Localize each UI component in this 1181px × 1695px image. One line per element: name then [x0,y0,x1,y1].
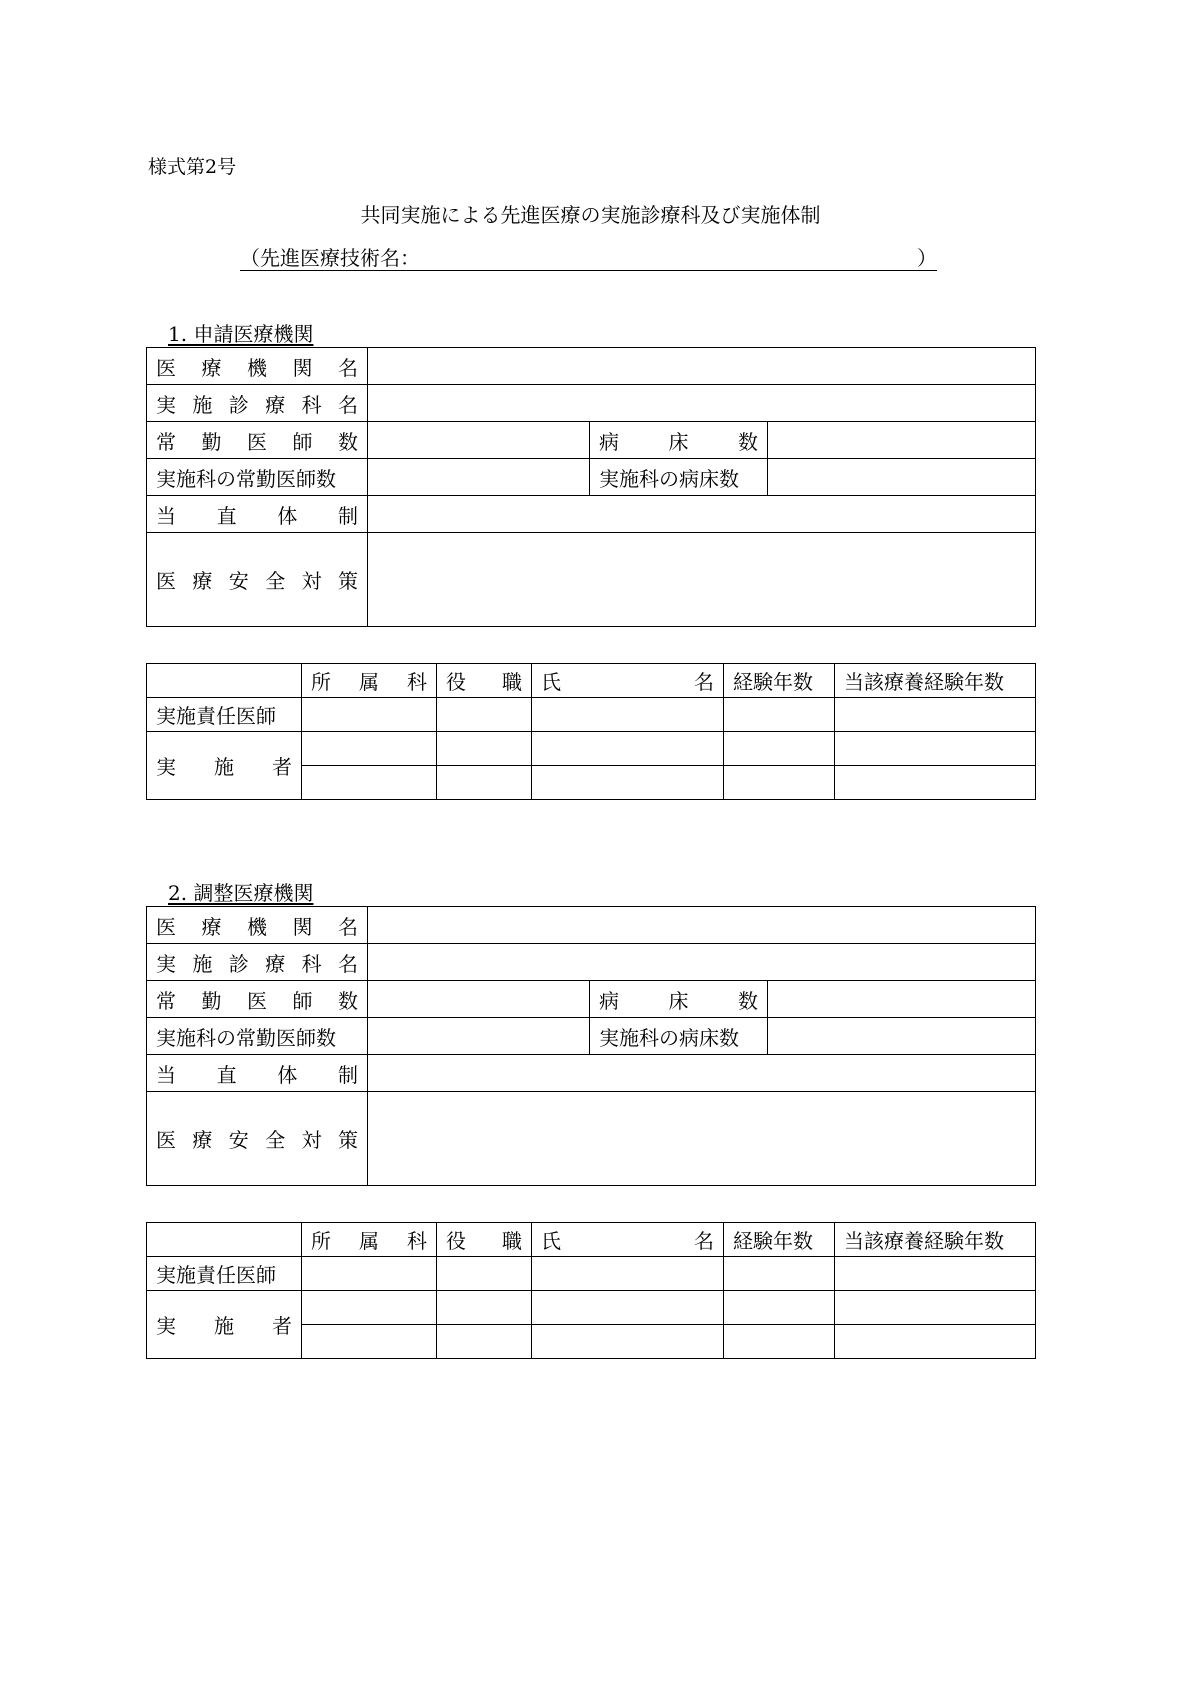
staff-header-surname: 氏 [541,1229,561,1253]
staff-header-surname: 氏 [541,670,561,694]
table-cell[interactable] [302,732,437,766]
safety-measures-input[interactable] [368,533,1036,627]
staff-header-corner [147,1223,302,1257]
table-cell[interactable] [532,1325,724,1359]
staff-header-treatment-experience: 当該療養経験年数 [835,664,1036,698]
beds-input[interactable] [768,422,1036,459]
dept-fulltime-doctors-label: 実施科の常勤医師数 [147,1018,368,1055]
table-cell[interactable] [302,1325,437,1359]
coordinating-institution-table [146,906,1036,1186]
table-cell[interactable] [835,1257,1036,1291]
section-heading-applicant: 1. 申請医療機関 [168,322,314,346]
night-duty-input[interactable] [368,1055,1036,1092]
institution-name-label: 医療機関名 [147,348,368,385]
table-cell[interactable] [532,766,724,800]
dept-fulltime-doctors-input[interactable] [368,459,590,496]
table-cell[interactable] [724,1291,835,1325]
table-cell[interactable] [302,1291,437,1325]
staff-header-experience: 経験年数 [724,1223,835,1257]
table-cell[interactable] [532,732,724,766]
dept-beds-input[interactable] [768,459,1036,496]
document-title: 共同実施による先進医療の実施診療科及び実施体制 [360,203,821,227]
table-cell[interactable] [437,1325,532,1359]
table-cell[interactable] [724,766,835,800]
table-cell[interactable] [437,698,532,732]
table-cell[interactable] [835,1325,1036,1359]
table-cell[interactable] [532,1291,724,1325]
table-cell[interactable] [835,698,1036,732]
table-cell[interactable] [724,1257,835,1291]
institution-name-label: 医療機関名 [147,907,368,944]
table-cell[interactable] [302,698,437,732]
institution-name-input[interactable] [368,348,1036,385]
staff-header-position: 役職 [437,664,532,698]
beds-label: 病床数 [590,422,768,459]
table-cell[interactable] [724,732,835,766]
beds-label: 病床数 [590,981,768,1018]
safety-measures-label: 医療安全対策 [147,1092,368,1186]
table-cell[interactable] [532,1257,724,1291]
table-cell[interactable] [835,1291,1036,1325]
safety-measures-label: 医療安全対策 [147,533,368,627]
staff-header-given-name: 名 [694,1229,714,1253]
beds-input[interactable] [768,981,1036,1018]
technology-name-label: （先進医療技術名： [240,246,420,270]
institution-name-input[interactable] [368,907,1036,944]
table-cell[interactable] [835,732,1036,766]
table-cell[interactable] [532,698,724,732]
fulltime-doctors-input[interactable] [368,981,590,1018]
dept-fulltime-doctors-input[interactable] [368,1018,590,1055]
department-name-input[interactable] [368,385,1036,422]
table-cell[interactable] [724,1325,835,1359]
table-cell[interactable] [835,766,1036,800]
fulltime-doctors-input[interactable] [368,422,590,459]
dept-beds-label: 実施科の病床数 [590,459,768,496]
department-name-input[interactable] [368,944,1036,981]
form-number: 様式第2号 [148,156,237,178]
fulltime-doctors-label: 常勤医師数 [147,422,368,459]
table-cell[interactable] [437,1257,532,1291]
technology-name-close: ） [917,246,937,270]
table-cell[interactable] [437,732,532,766]
dept-beds-label: 実施科の病床数 [590,1018,768,1055]
night-duty-label: 当直体制 [147,1055,368,1092]
table-cell[interactable] [437,1291,532,1325]
staff-header-name [532,1223,724,1257]
staff-header-department: 所属科 [302,1223,437,1257]
staff-header-name [532,664,724,698]
table-cell[interactable] [302,1257,437,1291]
practitioners-label: 実施者 [147,1291,302,1359]
applicant-institution-table [146,347,1036,627]
responsible-doctor-label: 実施責任医師 [147,1257,302,1291]
responsible-doctor-label: 実施責任医師 [147,698,302,732]
applicant-staff-table [146,663,1036,800]
staff-header-corner [147,664,302,698]
staff-header-department: 所属科 [302,664,437,698]
night-duty-input[interactable] [368,496,1036,533]
technology-name-field[interactable] [240,246,937,271]
practitioners-label: 実施者 [147,732,302,800]
dept-beds-input[interactable] [768,1018,1036,1055]
staff-header-treatment-experience: 当該療養経験年数 [835,1223,1036,1257]
coordinating-staff-table [146,1222,1036,1359]
dept-fulltime-doctors-label: 実施科の常勤医師数 [147,459,368,496]
section-heading-coordinating: 2. 調整医療機関 [168,881,314,905]
night-duty-label: 当直体制 [147,496,368,533]
department-name-label: 実施診療科名 [147,385,368,422]
staff-header-experience: 経験年数 [724,664,835,698]
staff-header-position: 役職 [437,1223,532,1257]
safety-measures-input[interactable] [368,1092,1036,1186]
table-cell[interactable] [437,766,532,800]
fulltime-doctors-label: 常勤医師数 [147,981,368,1018]
staff-header-given-name: 名 [694,670,714,694]
department-name-label: 実施診療科名 [147,944,368,981]
table-cell[interactable] [724,698,835,732]
table-cell[interactable] [302,766,437,800]
